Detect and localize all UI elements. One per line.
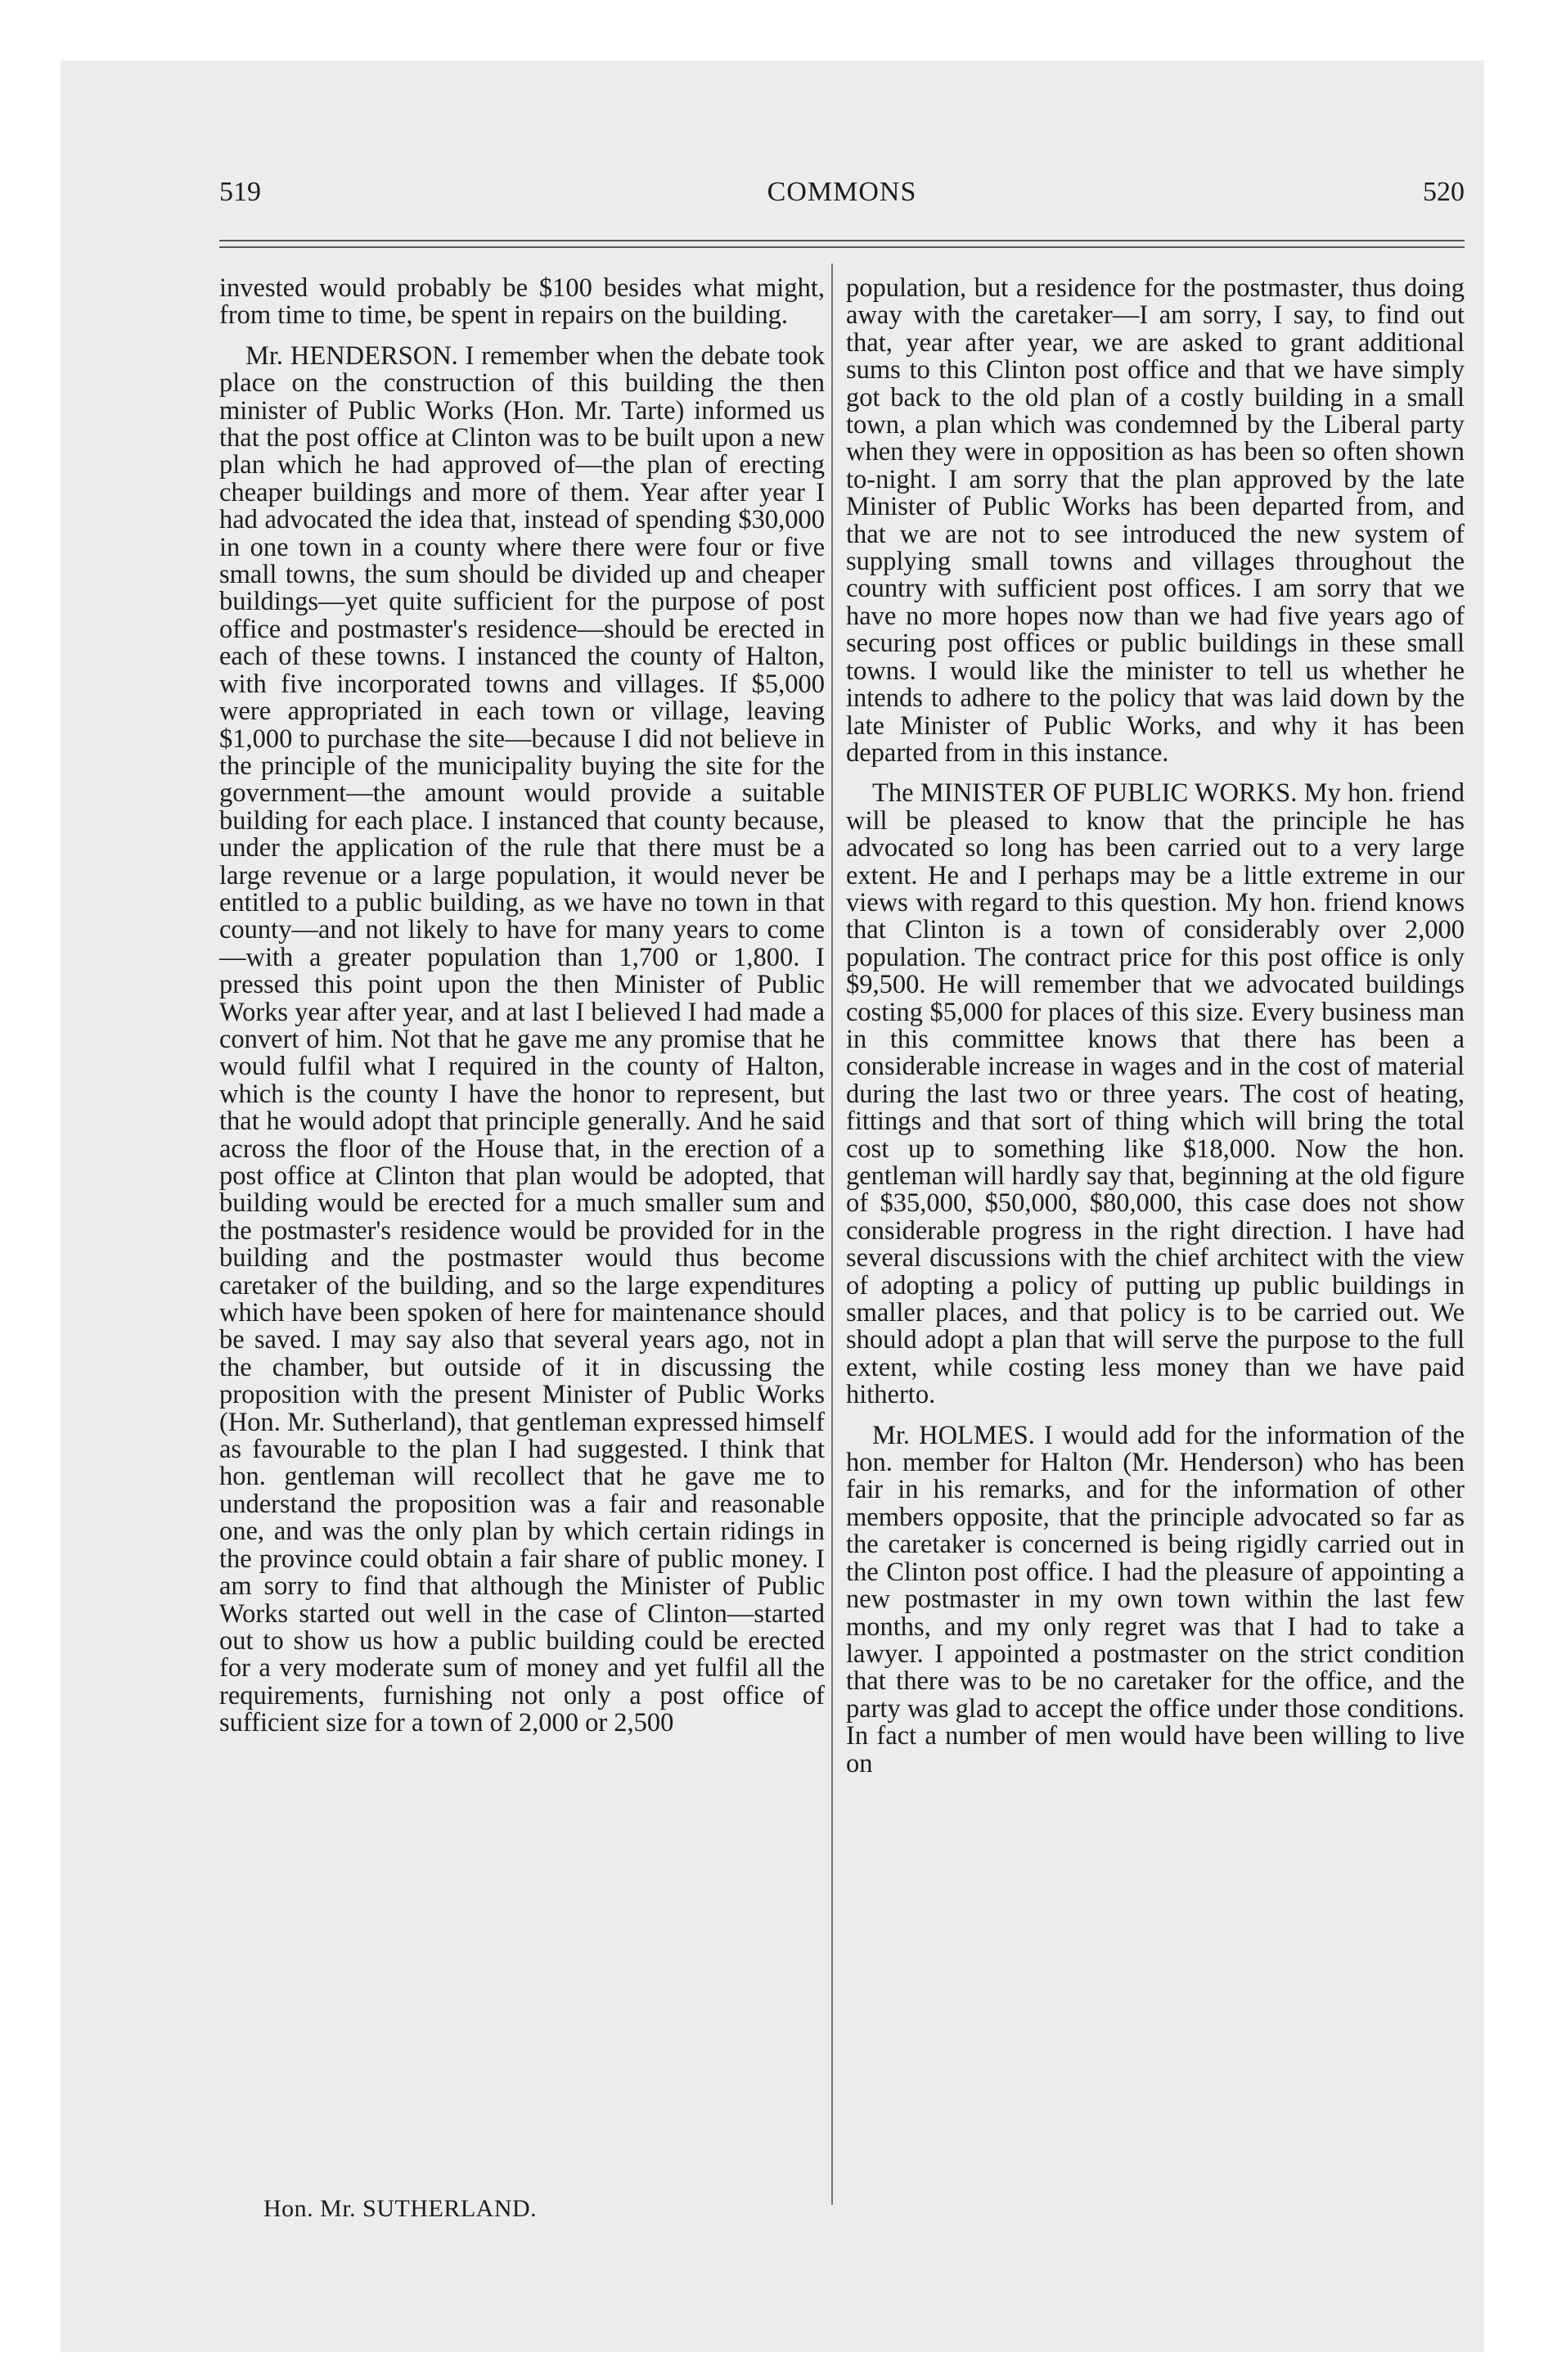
paragraph: Mr. HOLMES. I would add for the information of the hon. member for Halton (Mr. Henderson) who has been fair in his remarks, and for the information of other members opposite, that the principle advocated so far as the caretaker is concerned is being rigidly carried out in the Clinton post office. I had the pleasure of appointing a new postmaster in my own town within the last few months, and my only regret was that I had to take a lawyer. I appointed a postmaster on the strict condition that there was to be no caretaker for the office, and the party was glad to accept the office under those conditions. In fact a number of men would have been willing to live on bbox=[846, 1420, 1465, 1778]
paragraph: population, but a residence for the postmaster, thus doing away with the caretaker—I am sorry, I say, to find out that, year after year, we are asked to grant additional sums to this Clinton post office and that we have simply got back to the old plan of a costly building in a small town, a plan which was condemned by the Liberal party when they were in opposition as has been so often shown to-night. I am sorry that the plan approved by the late Minister of Public Works has been departed from, and that we are not to see introduced the new system of supplying small towns and villages throughout the country with sufficient post offices. I am sorry that we have no more hopes now than we had five years ago of securing post offices or public buildings in these small towns. I would like the minister to tell us whether he intends to adhere to the policy that was laid down by the late Minister of Public Works, and why it has been departed from in this instance. bbox=[846, 273, 1465, 768]
right-page-number: 520 bbox=[1423, 177, 1465, 207]
paragraph: invested would probably be $100 besides what might, from time to time, be spent in repairs on the building. bbox=[219, 273, 825, 331]
paragraph: The MINISTER OF PUBLIC WORKS. My hon. friend will be pleased to know that the principle he has advocated so long has been carried out to a very large extent. He and I perhaps may be a little extreme in our views with regard to this question. My hon. friend knows that Clinton is a town of considerably over 2,000 population. The contract price for this post office is only $9,500. He will remember that we advocated buildings costing $5,000 for places of this size. Every business man in this committee knows that there has been a considerable increase in wages and in the cost of material during the last two or three years. The cost of heating, fittings and that sort of thing which will bring the total cost up to something like $18,000. Now the hon. gentleman will hardly say that, beginning at the old figure of $35,000, $50,000, $80,000, this case does not show considerable progress in the right direction. I have had several discussions with the chief architect with the view of adopting a policy of putting up public buildings in smaller places, and that policy is to be carried out. We should adopt a plan that will serve the purpose to the full extent, while costing less money than we have paid hitherto. bbox=[846, 778, 1465, 1410]
left-page-number: 519 bbox=[219, 177, 261, 207]
page-title: COMMONS bbox=[767, 177, 917, 207]
header-rule-top bbox=[219, 240, 1465, 241]
header-rule-bottom bbox=[219, 246, 1465, 248]
right-column bbox=[846, 275, 1465, 1791]
column-divider bbox=[831, 264, 833, 2205]
page-footer-speaker: Hon. Mr. SUTHERLAND. bbox=[263, 2195, 538, 2222]
paragraph: Mr. HENDERSON. I remember when the debate took place on the construction of this building the then minister of Public Works (Hon. Mr. Tarte) informed us that the post office at Clinton was to be built upon a new plan which he had approved of—the plan of erecting cheaper buildings and more of them. Year after year I had advocated the idea that, instead of spending $30,000 in one town in a county where there were four or five small towns, the sum should be divided up and cheaper buildings—yet quite sufficient for the purpose of post office and postmaster's residence—should be erected in each of these towns. I instanced the county of Halton, with five incorporated towns and villages. If $5,000 were appropriated in each town or village, leaving $1,000 to purchase the site—because I did not believe in the principle of the municipality buying the site for the government—the amount would provide a suitable building for each place. I instanced that county because, under the application of the rule that there must be a large revenue or a large population, it would never be entitled to a public building, as we have no town in that county—and not likely to have for many years to come—with a greater population than 1,700 or 1,800. I pressed this point upon the then Minister of Public Works year after year, and at last I believed I had made a convert of him. Not that he gave me any promise that he would fulfil what I required in the county of Halton, which is the county I have the honor to represent, but that he would adopt that principle generally. And he said across the floor of the House that, in the erection of a post office at Clinton that plan would be adopted, that building would be erected for a much smaller sum and the postmaster's residence would be provided for in the building and the postmaster would thus become caretaker of the building, and so the large expenditures which have been spoken of here for maintenance should be saved. I may say also that several years ago, not in the chamber, but outside of it in discussing the proposition with the present Minister of Public Works (Hon. Mr. Sutherland), that gentleman expressed himself as favourable to the plan I had suggested. I think that hon. gentleman will recollect that he gave me to understand the proposition was a fair and reasonable one, and was the only plan by which certain ridings in the province could obtain a fair share of public money. I am sorry to find that although the Minister of Public Works started out well in the case of Clinton—started out to show us how a public building could be erected for a very moderate sum of money and yet fulfil all the requirements, furnishing not only a post office of sufficient size for a town of 2,000 or 2,500 bbox=[219, 340, 825, 1738]
page-header bbox=[219, 177, 1465, 216]
left-column bbox=[219, 275, 825, 1751]
